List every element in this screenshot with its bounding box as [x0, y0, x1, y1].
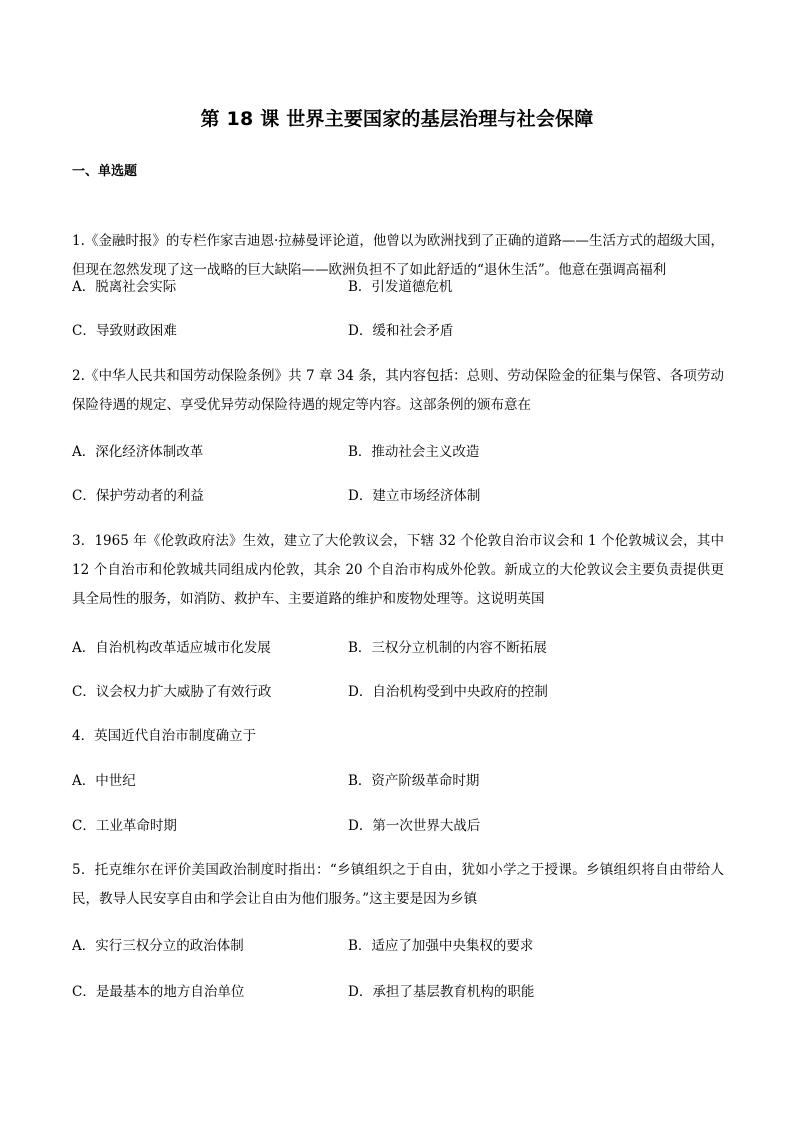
question-4-option-a[interactable]: A．中世纪	[72, 773, 136, 789]
question-3-option-b[interactable]: B．三权分立机制的内容不断拓展	[348, 640, 547, 656]
question-5-option-a[interactable]: A．实行三权分立的政治体制	[72, 938, 244, 954]
section-heading: 一、单选题	[72, 164, 138, 179]
page-title: 第 18 课 世界主要国家的基层治理与社会保障	[200, 108, 594, 130]
question-5-option-c[interactable]: C．是最基本的地方自治单位	[72, 984, 245, 1000]
question-2-option-d[interactable]: D．建立市场经济体制	[348, 488, 481, 504]
question-5-option-b[interactable]: B．适应了加强中央集权的要求	[348, 938, 534, 954]
question-3-option-c[interactable]: C．议会权力扩大威胁了有效行政	[72, 684, 272, 700]
question-1-option-b[interactable]: B．引发道德危机	[348, 279, 453, 295]
question-3-option-a[interactable]: A．自治机构改革适应城市化发展	[72, 640, 271, 656]
question-2-option-a[interactable]: A．深化经济体制改革	[72, 444, 204, 460]
question-1-option-d[interactable]: D．缓和社会矛盾	[348, 323, 454, 339]
question-1-option-c[interactable]: C．导致财政困难	[72, 323, 177, 339]
question-2-option-b[interactable]: B．推动社会主义改造	[348, 444, 480, 460]
question-4-text: 4．英国近代自治市制度确立于	[72, 728, 257, 744]
question-1-text: 1.《金融时报》的专栏作家吉迪恩·拉赫曼评论道，他曾以为欧洲找到了正确的道路——生活方式的超级大国，但现在忽然发现了这一战略的巨大缺陷——欧洲负担不了如此舒适的“退休生活”。他意在强调高福利	[72, 233, 724, 278]
question-4-option-b[interactable]: B．资产阶级革命时期	[348, 773, 480, 789]
question-3-text: 3．1965 年《伦敦政府法》生效，建立了大伦敦议会，下辖 32 个伦敦自治市议会和 1 个伦敦城议会，其中 12 个自治市和伦敦城共同组成内伦敦，其余 20 个自治市构成外伦敦。新成立的大伦敦议会主要负责提供更具全局性的服务，如消防、救护车、主要道路的维护和废物处理等。这说明英国	[72, 533, 724, 607]
question-5-option-d[interactable]: D．承担了基层教育机构的职能	[348, 984, 535, 1000]
question-4-option-c[interactable]: C．工业革命时期	[72, 818, 177, 834]
question-1-option-a[interactable]: A．脱离社会实际	[72, 279, 177, 295]
question-2-text: 2.《中华人民共和国劳动保险条例》共 7 章 34 条，其内容包括：总则、劳动保险金的征集与保管、各项劳动保险待遇的规定、享受优异劳动保险待遇的规定等内容。这部条例的颁布意在	[72, 368, 724, 413]
question-5-text: 5．托克维尔在评价美国政治制度时指出：“乡镇组织之于自由，犹如小学之于授课。乡镇组织将自由带给人民，教导人民安享自由和学会让自由为他们服务。”这主要是因为乡镇	[72, 862, 724, 907]
question-4-option-d[interactable]: D．第一次世界大战后	[348, 818, 481, 834]
question-3-option-d[interactable]: D．自治机构受到中央政府的控制	[348, 684, 548, 700]
question-2-option-c[interactable]: C．保护劳动者的利益	[72, 488, 204, 504]
